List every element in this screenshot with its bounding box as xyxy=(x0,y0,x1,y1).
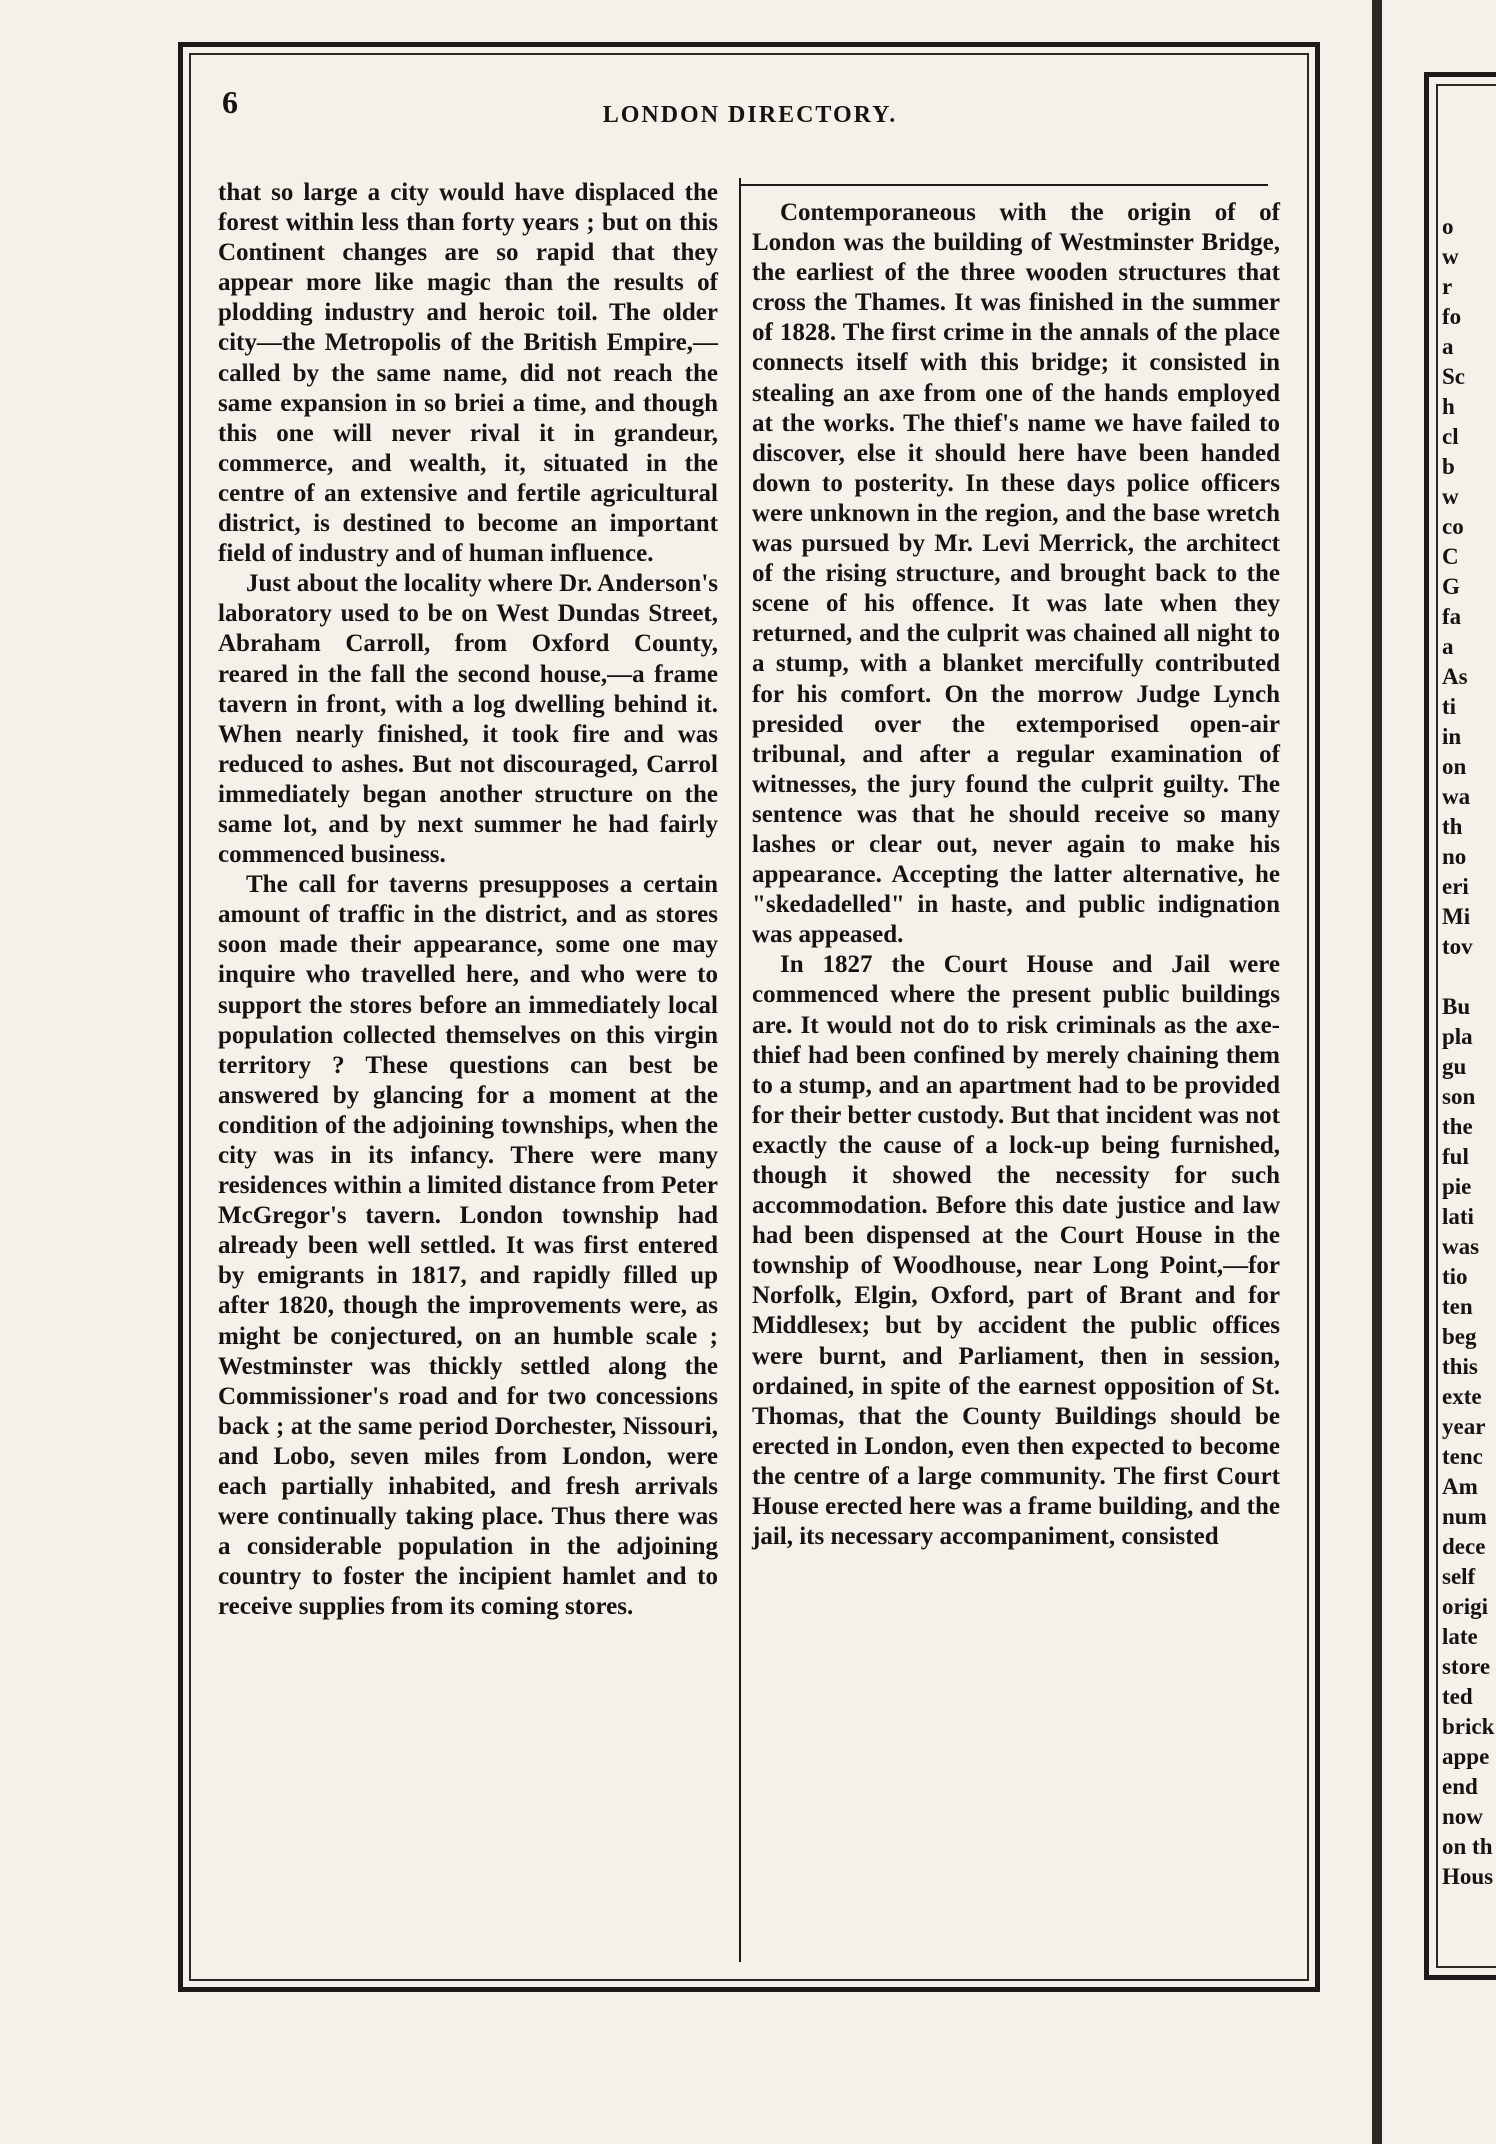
next-page-line: eri xyxy=(1442,874,1469,899)
next-page-line: self xyxy=(1442,1564,1476,1589)
next-page-line: h xyxy=(1442,394,1455,419)
next-page-line: brick xyxy=(1442,1714,1495,1739)
next-page-line: pla xyxy=(1442,1024,1473,1049)
next-page-line: tio xyxy=(1442,1264,1468,1289)
next-page-line: ti xyxy=(1442,694,1457,719)
paragraph: The call for taverns presupposes a certain amount of traffic in the district, and as stores soon made their appearance, some one may inquire who travelled here, and who were to support the stores before an immediately local population collected themselves on this virgin territory ? These questions can best be answered by glancing for a moment at the condition of the adjoining townships, when the city was in its infancy. There were many residences within a limited distance from Peter McGregor's tavern. London township had already been well settled. It was first entered by emigrants in 1817, and rapidly filled up after 1820, though the improvements were, as might be conjectured, on an humble scale ; Westminster was thickly settled along the Commissioner's road and for two concessions back ; at the same period Dorchester, Nissouri, and Lobo, seven miles from London, were each partially inhabited, and fresh arrivals were continually taking place. Thus there was a considerable population in the adjoining country to foster the incipient hamlet and to receive supplies from its coming stores. xyxy=(218,871,718,1621)
left-column xyxy=(218,178,718,1623)
next-page-line: lati xyxy=(1442,1204,1474,1229)
next-page-line: was xyxy=(1442,1234,1480,1259)
next-page-line: ten xyxy=(1442,1294,1473,1319)
running-head: LONDON DIRECTORY. xyxy=(602,102,898,128)
page-number: 6 xyxy=(222,84,238,120)
next-page-line: exte xyxy=(1442,1384,1482,1409)
next-page-line: a xyxy=(1442,334,1454,359)
next-page-fragment xyxy=(1442,212,1496,1972)
next-page-line: Sc xyxy=(1442,364,1465,389)
next-page-line: year xyxy=(1442,1414,1486,1439)
next-page-line: no xyxy=(1442,844,1467,869)
next-page-line: pie xyxy=(1442,1174,1472,1199)
paragraph: Just about the locality where Dr. Anderson's laboratory used to be on West Dundas Street, Abraham Carroll, from Oxford County, reared in the fall the second house,—a frame tavern in front, with a log dwelling behind it. When nearly finished, it took fire and was reduced to ashes. But not discouraged, Carrol immediately began another structure on the same lot, and by next summer he had fairly commenced business. xyxy=(218,570,718,869)
next-page-line: on xyxy=(1442,754,1467,779)
next-page-line: late xyxy=(1442,1624,1478,1649)
next-page-line: num xyxy=(1442,1504,1487,1529)
next-page-line: fa xyxy=(1442,604,1462,629)
next-page-line: ted xyxy=(1442,1684,1473,1709)
next-page-line: end xyxy=(1442,1774,1478,1799)
next-page-line: on th xyxy=(1442,1834,1493,1859)
next-page-line: now xyxy=(1442,1804,1483,1829)
next-page-line: G xyxy=(1442,574,1460,599)
next-page-line: C xyxy=(1442,544,1459,569)
next-page-line: wa xyxy=(1442,784,1471,809)
next-page-line: in xyxy=(1442,724,1462,749)
next-page-line: this xyxy=(1442,1354,1478,1379)
next-page-line: a xyxy=(1442,634,1454,659)
book-gutter xyxy=(1372,0,1382,2144)
next-page-line: Hous xyxy=(1442,1864,1494,1889)
paragraph: In 1827 the Court House and Jail were commenced where the present public buildings are. It would not do to risk criminals as the axe-thief had been confined by merely chaining them to a stump, and an apartment had to be provided for their better custody. But that incident was not exactly the cause of a lock-up being furnished, though it showed the necessity for such accommodation. Before this date justice and law had been dispensed at the Court House in the township of Woodhouse, near Long Point,—for Norfolk, Elgin, Oxford, part of Brant and for Middlesex; but by accident the public offices were burnt, and Parliament, then in session, ordained, in spite of the earnest opposition of St. Thomas, that the County Buildings should be erected in London, even then expected to become the centre of a large community. The first Court House erected here was a frame building, and the jail, its necessary accompaniment, consisted xyxy=(752,951,1280,1551)
next-page-line: gu xyxy=(1442,1054,1467,1079)
next-page-line: appe xyxy=(1442,1744,1490,1769)
next-page-line: co xyxy=(1442,514,1464,539)
next-page-line: store xyxy=(1442,1654,1491,1679)
paragraph: that so large a city would have displaced the forest within less than forty years ; but on this Continent changes are so rapid that they appear more like magic than the results of plodding industry and heroic toil. The older city—the Metropolis of the British Empire,—called by the same name, did not reach the same expansion in so briei a time, and though this one will never rival it in grandeur, commerce, and wealth, it, situated in the centre of an extensive and fertile agricultural district, is destined to become an important field of industry and of human influence. xyxy=(218,179,718,568)
next-page-line: w xyxy=(1442,244,1459,269)
next-page-line: Mi xyxy=(1442,904,1471,929)
next-page-line xyxy=(1442,962,1496,992)
paragraph: Contemporaneous with the origin of of London was the building of Westminster Bridge, the earliest of the three wooden structures that cross the Thames. It was finished in the summer of 1828. The first crime in the annals of the place connects itself with this bridge; it consisted in stealing an axe from one of the hands employed at the works. The thief's name we have failed to discover, else it should here have been handed down to posterity. In these days police officers were unknown in the region, and the base wretch was pursued by Mr. Levi Merrick, the architect of the rising structure, and brought back to the scene of his offence. It was late when they returned, and the culprit was chained all night to a stump, with a blanket mercifully contributed for his comfort. On the morrow Judge Lynch presided over the extemporised open-air tribunal, and after a regular examination of witnesses, the jury found the culprit guilty. The sentence was that he should receive so many lashes or clear out, never again to make his appearance. Accepting the latter alternative, he "skedadelled" in haste, and public indignation was appeased. xyxy=(752,199,1280,949)
next-page-line: b xyxy=(1442,454,1455,479)
next-page-line: origi xyxy=(1442,1594,1488,1619)
next-page-line: o xyxy=(1442,214,1454,239)
next-page-line: ful xyxy=(1442,1144,1469,1169)
next-page-line: Bu xyxy=(1442,994,1471,1019)
next-page-line: dece xyxy=(1442,1534,1486,1559)
next-page-line: Am xyxy=(1442,1474,1478,1499)
column-divider xyxy=(739,178,741,1962)
next-page-line: w xyxy=(1442,484,1459,509)
next-page-line: cl xyxy=(1442,424,1459,449)
next-page-line: tenc xyxy=(1442,1444,1483,1469)
next-page-line: son xyxy=(1442,1084,1476,1109)
header-rule xyxy=(740,184,1268,186)
next-page-line: fo xyxy=(1442,304,1462,329)
next-page-line: As xyxy=(1442,664,1468,689)
next-page-line: beg xyxy=(1442,1324,1477,1349)
next-page-line: r xyxy=(1442,274,1453,299)
next-page-line: the xyxy=(1442,1114,1473,1139)
next-page-line: tov xyxy=(1442,934,1473,959)
right-column xyxy=(752,198,1280,1552)
next-page-line: th xyxy=(1442,814,1463,839)
